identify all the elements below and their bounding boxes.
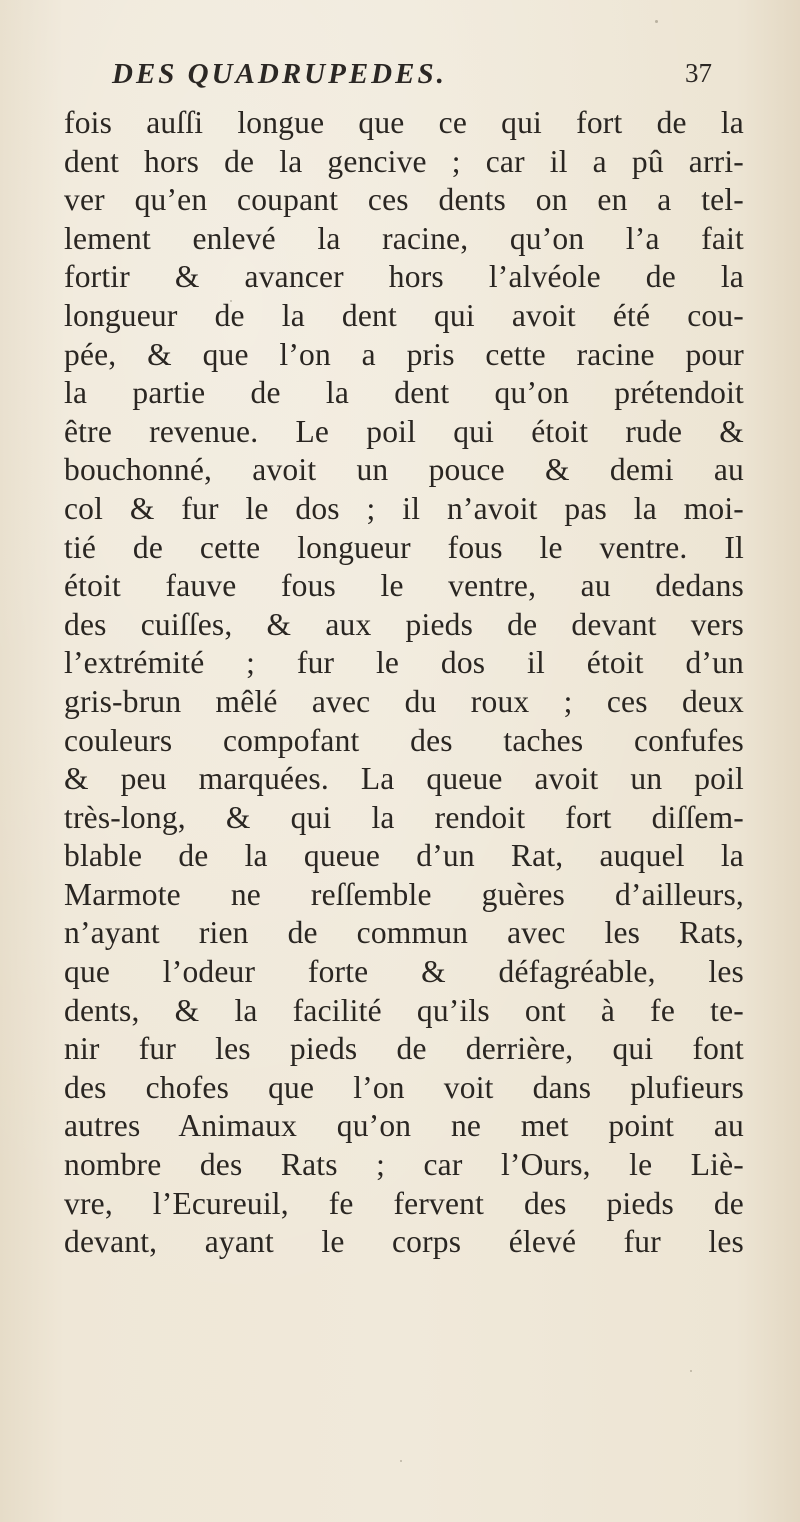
text-line: nombre des Rats ; car l’Ours, le Liè-	[64, 1147, 744, 1183]
text-line: ver qu’en coupant ces dents on en a tel-	[64, 182, 744, 218]
text-line: l’extrémité ; fur le dos il étoit d’un	[64, 645, 744, 681]
text-line: autres Animaux qu’on ne met point au	[64, 1108, 744, 1144]
text-line: être revenue. Le poil qui étoit rude &	[64, 413, 744, 449]
text-line: n’ayant rien de commun avec les Rats,	[64, 915, 744, 951]
text-line: très-long, & qui la rendoit fort diſſem-	[64, 799, 744, 835]
text-line: vre, l’Ecureuil, fe fervent des pieds de	[64, 1185, 744, 1221]
text-line: que l’odeur forte & défagréable, les	[64, 954, 744, 990]
paper-speck	[400, 1460, 402, 1462]
body-text	[64, 104, 744, 1262]
page-number: 37	[685, 58, 712, 88]
paper-speck	[655, 20, 658, 23]
text-line: & peu marquées. La queue avoit un poil	[64, 761, 744, 797]
text-line: nir fur les pieds de derrière, qui font	[64, 1031, 744, 1067]
text-line: dents, & la facilité qu’ils ont à fe te-	[64, 992, 744, 1028]
text-line: Marmote ne reſſemble guères d’ailleurs,	[64, 876, 744, 912]
text-line: couleurs compofant des taches confufes	[64, 722, 744, 758]
text-line: des chofes que l’on voit dans plufieurs	[64, 1069, 744, 1105]
text-line: devant, ayant le corps élevé fur les	[64, 1224, 744, 1260]
text-line: des cuiſſes, & aux pieds de devant vers	[64, 606, 744, 642]
paper-speck	[690, 1370, 692, 1372]
text-line: pée, & que l’on a pris cette racine pour	[64, 336, 744, 372]
text-line: dent hors de la gencive ; car il a pû arri-	[64, 143, 744, 179]
text-line: bouchonné, avoit un pouce & demi au	[64, 452, 744, 488]
text-line: étoit fauve fous le ventre, au dedans	[64, 568, 744, 604]
page-header	[112, 58, 712, 98]
text-line: fois auſſi longue que ce qui fort de la	[64, 105, 744, 140]
text-line: blable de la queue d’un Rat, auquel la	[64, 838, 744, 874]
text-line: gris-brun mêlé avec du roux ; ces deux	[64, 683, 744, 719]
text-line: longueur de la dent qui avoit été cou-	[64, 297, 744, 333]
paper-speck	[230, 300, 232, 302]
text-line: tié de cette longueur fous le ventre. Il	[64, 529, 744, 565]
text-line: la partie de la dent qu’on prétendoit	[64, 375, 744, 411]
text-line: fortir & avancer hors l’alvéole de la	[64, 259, 744, 295]
text-line: col & fur le dos ; il n’avoit pas la moi-	[64, 490, 744, 526]
text-line: lement enlevé la racine, qu’on l’a fait	[64, 220, 744, 256]
running-title: DES QUADRUPEDES.	[112, 58, 447, 90]
